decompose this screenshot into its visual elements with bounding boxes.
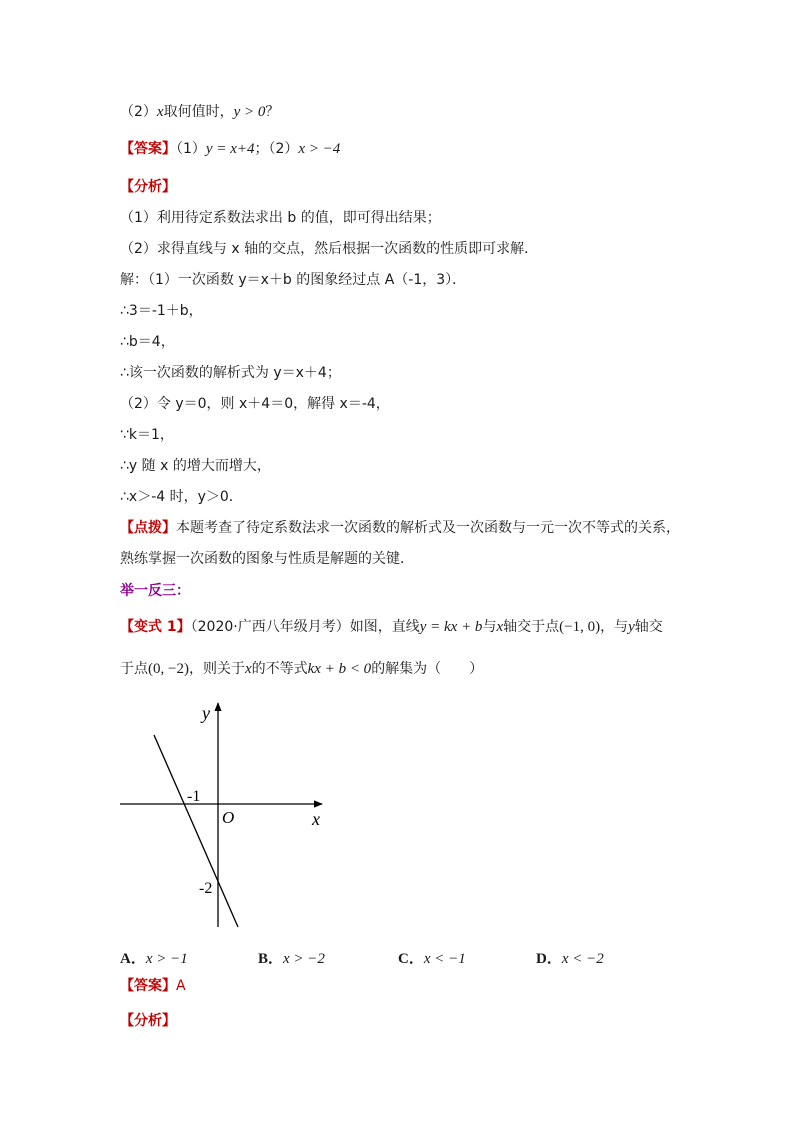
function-line xyxy=(154,735,238,927)
option-b[interactable] xyxy=(258,947,325,968)
analysis-line-8: ∵k＝1， xyxy=(120,427,174,443)
q2-text: 取何值时， xyxy=(163,104,234,120)
option-c[interactable] xyxy=(398,947,466,968)
q2-prefix: （2） xyxy=(120,104,157,120)
variant-text-1: 如图，直线 xyxy=(349,619,420,635)
variant-text-9: 的解集为（ ） xyxy=(371,661,484,677)
analysis-line-10: ∴x＞-4 时，y＞0． xyxy=(120,489,243,505)
option-c-letter: C． xyxy=(398,951,424,967)
answer-part2-expr: x > −4 xyxy=(298,141,341,157)
x-axis-label: x xyxy=(312,809,320,829)
answer2-line xyxy=(120,977,186,995)
answer-tag: 【答案】 xyxy=(120,141,176,157)
tip-line-1 xyxy=(120,519,680,537)
section-heading: 举一反三： xyxy=(120,583,190,599)
variant-line-2 xyxy=(120,660,483,678)
answer-part1-expr: y = x+4 xyxy=(205,141,255,157)
analysis-line-6: ∴该一次函数的解析式为 y＝x＋4； xyxy=(120,365,341,381)
variant-tag: 【变式 1】 xyxy=(120,619,191,635)
function-graph xyxy=(110,695,340,935)
variant-line-1 xyxy=(120,618,663,636)
analysis-line-1: （1）利用待定系数法求出 b 的值，即可得出结果； xyxy=(120,210,441,226)
variant-text-3: 轴交于点 xyxy=(503,619,560,635)
answer-separator: ；（2） xyxy=(254,141,299,157)
option-a-expr: x > −1 xyxy=(145,951,188,967)
option-d-letter: D． xyxy=(536,951,562,967)
variant-y-var: y xyxy=(628,619,635,635)
question-2 xyxy=(120,103,279,121)
variant-equation: y = kx + b xyxy=(419,619,483,635)
analysis-line-3: 解：（1）一次函数 y＝x＋b 的图象经过点 A（-1，3）． xyxy=(120,272,467,288)
analysis-line-5: ∴b＝4， xyxy=(120,334,175,350)
option-b-expr: x > −2 xyxy=(283,951,325,967)
q2-end: ？ xyxy=(265,104,280,120)
variant-inequality: kx + b < 0 xyxy=(307,661,372,677)
variant-point-1: (−1, 0) xyxy=(559,619,601,635)
variant-text-7: ，则关于 xyxy=(188,661,245,677)
analysis-line-7: （2）令 y＝0，则 x＋4＝0，解得 x＝-4， xyxy=(120,396,390,412)
variant-point-2: (0, −2) xyxy=(148,661,189,677)
answer-line xyxy=(120,140,340,158)
tip-text-1: 本题考查了待定系数法求一次函数的解析式及一次函数与一元一次不等式的关系， xyxy=(176,520,680,536)
analysis2-tag: 【分析】 xyxy=(120,1013,176,1029)
variant-text-4: ，与 xyxy=(600,619,629,635)
q2-var: x xyxy=(156,104,164,120)
variant-text-2: 与 xyxy=(482,619,497,635)
variant-text-6: 于点 xyxy=(120,661,148,677)
answer-part1-label: （1） xyxy=(176,141,206,157)
answer2-tag: 【答案】 xyxy=(120,978,176,994)
tip-line-2: 熟练掌握一次函数的图象与性质是解题的关键． xyxy=(120,551,414,567)
option-d-expr: x < −2 xyxy=(561,951,604,967)
option-c-expr: x < −1 xyxy=(423,951,466,967)
option-a-letter: A． xyxy=(120,951,146,967)
analysis-line-2: （2）求得直线与 x 轴的交点，然后根据一次函数的性质即可求解． xyxy=(120,241,539,257)
answer2-value: A xyxy=(176,978,186,994)
variant-text-8: 的不等式 xyxy=(251,661,308,677)
y-axis-label: y xyxy=(202,703,210,723)
variant-x-var: x xyxy=(496,619,504,635)
option-d[interactable] xyxy=(536,947,604,968)
label-minus-1: -1 xyxy=(187,788,201,805)
q2-condition: y > 0 xyxy=(233,104,266,120)
option-a[interactable] xyxy=(120,947,188,968)
variant-source: （2020·广西八年级月考） xyxy=(190,619,350,635)
analysis-line-4: ∴3＝-1＋b， xyxy=(120,303,203,319)
analysis-line-9: ∴y 随 x 的增大而增大， xyxy=(120,458,271,474)
variant-text-5: 轴交 xyxy=(634,619,663,635)
variant-x-var-2: x xyxy=(244,661,252,677)
label-minus-2: -2 xyxy=(199,880,213,897)
option-b-letter: B． xyxy=(258,951,284,967)
analysis-tag: 【分析】 xyxy=(120,179,176,195)
tip-tag: 【点拨】 xyxy=(120,520,176,536)
origin-label: O xyxy=(222,808,235,827)
